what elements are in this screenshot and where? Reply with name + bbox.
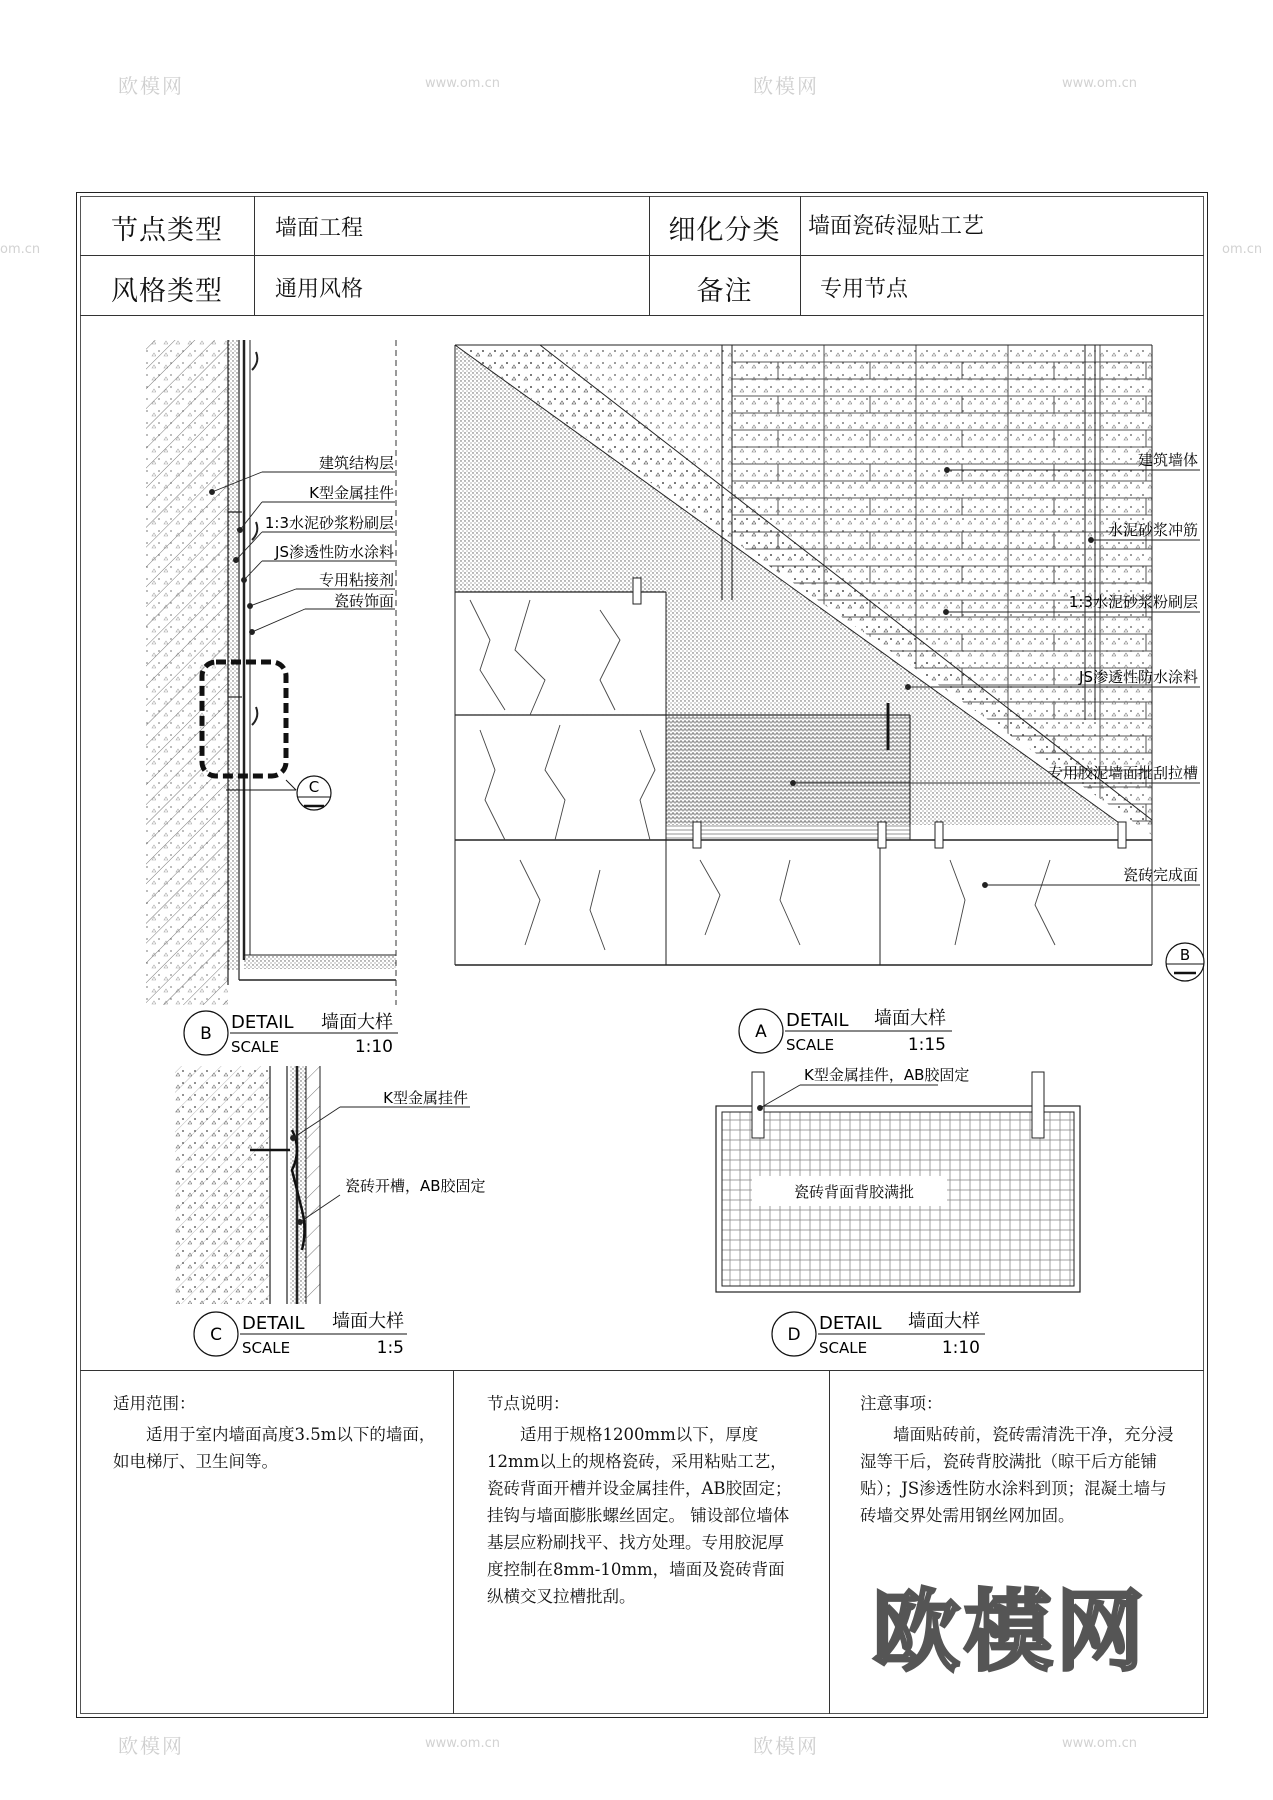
svg-text:DETAIL: DETAIL xyxy=(786,1010,849,1031)
subcategory-value: 墙面瓷砖湿贴工艺 xyxy=(808,214,985,239)
watermark-url: www.om.cn xyxy=(1062,1736,1137,1751)
label-k-hanger: K型金属挂件 xyxy=(309,484,394,502)
desc-title: 节点说明： xyxy=(487,1394,570,1413)
label-tile-face: 瓷砖饰面 xyxy=(333,592,394,610)
svg-text:B: B xyxy=(200,1024,212,1044)
svg-text:1:15: 1:15 xyxy=(907,1035,946,1055)
watermark-logo: 欧模网 xyxy=(753,74,819,98)
label-back-glue: 瓷砖背面背胶满批 xyxy=(793,1183,915,1201)
watermark-url: om.cn xyxy=(0,242,41,257)
svg-text:A: A xyxy=(755,1022,767,1042)
caution-title: 注意事项： xyxy=(860,1394,943,1413)
caution-notes xyxy=(860,1390,1180,1529)
label-building-wall: 建筑墙体 xyxy=(1137,451,1198,469)
svg-text:DETAIL: DETAIL xyxy=(231,1012,294,1033)
notes-divider xyxy=(80,1370,1204,1371)
label-k-hanger-c: K型金属挂件 xyxy=(383,1089,468,1107)
svg-text:DETAIL: DETAIL xyxy=(819,1313,882,1334)
scope-body: 适用于室内墙面高度3.5m以下的墙面，如电梯厅、卫生间等。 xyxy=(113,1425,436,1471)
node-type-value: 墙面工程 xyxy=(275,216,364,241)
svg-text:SCALE: SCALE xyxy=(819,1339,868,1357)
svg-text:1:10: 1:10 xyxy=(354,1037,393,1057)
label-structure-layer: 建筑结构层 xyxy=(318,454,394,472)
notes-col-divider xyxy=(829,1370,830,1714)
svg-text:DETAIL: DETAIL xyxy=(242,1313,305,1334)
style-label: 风格类型 xyxy=(111,276,223,307)
scope-title: 适用范围： xyxy=(113,1394,196,1413)
caution-body: 墙面贴砖前，瓷砖需清洗干净，充分浸湿等干后，瓷砖背胶满批（晾干后方能铺贴）；JS渗透性防水涂料到顶；混凝土墙与砖墙交界处需用钢丝网加固。 xyxy=(860,1425,1174,1525)
label-js-waterproof-a: JS渗透性防水涂料 xyxy=(1079,668,1198,686)
scope-notes xyxy=(113,1390,438,1475)
svg-text:C: C xyxy=(210,1325,222,1345)
svg-text:墙面大样: 墙面大样 xyxy=(332,1311,404,1332)
svg-text:1:10: 1:10 xyxy=(941,1338,980,1358)
detail-d-tile-back xyxy=(716,1066,1080,1358)
svg-text:SCALE: SCALE xyxy=(242,1339,291,1357)
remark-value: 专用节点 xyxy=(820,277,909,302)
detail-a-elevation xyxy=(455,345,1204,1055)
desc-body: 适用于规格1200mm以下，厚度12mm以上的规格瓷砖，采用粘贴工艺，瓷砖背面开槽并设金属挂件，AB胶固定；挂钩与墙面膨胀螺丝固定。 铺设部位墙体基层应粉刷找平、找方处理。专用胶泥厚度控制在8mm-10mm，墙面及瓷砖背面纵横交叉拉槽批刮。 xyxy=(487,1425,792,1606)
watermark-logo: 欧模网 xyxy=(118,1734,184,1758)
label-mortar-layer-a: 1:3水泥砂浆粉刷层 xyxy=(1068,593,1198,611)
svg-text:墙面大样: 墙面大样 xyxy=(874,1008,946,1029)
brand-logo-watermark: 欧模网 xyxy=(872,1580,1149,1683)
svg-text:1:5: 1:5 xyxy=(376,1338,404,1358)
svg-text:SCALE: SCALE xyxy=(231,1038,280,1056)
label-adhesive: 专用粘接剂 xyxy=(318,571,394,589)
description-notes xyxy=(487,1390,794,1610)
watermark-url: www.om.cn xyxy=(1062,76,1137,91)
watermark-logo: 欧模网 xyxy=(753,1734,819,1758)
callout-c-text: C xyxy=(308,778,320,796)
label-slot-ab: 瓷砖开槽，AB胶固定 xyxy=(345,1177,486,1195)
label-grout-grooving: 专用胶泥墙面批刮拉槽 xyxy=(1047,764,1198,782)
watermark-logo: 欧模网 xyxy=(118,74,184,98)
svg-text:墙面大样: 墙面大样 xyxy=(908,1311,980,1332)
label-tile-finish: 瓷砖完成面 xyxy=(1122,866,1198,884)
svg-text:D: D xyxy=(787,1325,801,1345)
node-type-label: 节点类型 xyxy=(111,215,223,246)
detail-c-section xyxy=(175,1066,486,1358)
label-k-hanger-d: K型金属挂件，AB胶固定 xyxy=(804,1066,970,1084)
style-value: 通用风格 xyxy=(275,277,364,302)
label-mortar-rib: 水泥砂浆冲筋 xyxy=(1107,521,1198,539)
svg-text:B: B xyxy=(1179,946,1191,964)
svg-text:墙面大样: 墙面大样 xyxy=(321,1012,393,1033)
notes-col-divider xyxy=(453,1370,454,1714)
label-js-waterproof: JS渗透性防水涂料 xyxy=(275,543,394,561)
watermark-url: www.om.cn xyxy=(425,1736,500,1751)
remark-label: 备注 xyxy=(696,276,753,307)
subcategory-label: 细化分类 xyxy=(668,215,781,246)
label-mortar-layer: 1:3水泥砂浆粉刷层 xyxy=(264,514,394,532)
watermark-url: om.cn xyxy=(1222,242,1263,257)
svg-text:SCALE: SCALE xyxy=(786,1036,835,1054)
detail-b-section xyxy=(146,340,398,1057)
watermark-url: www.om.cn xyxy=(425,76,500,91)
